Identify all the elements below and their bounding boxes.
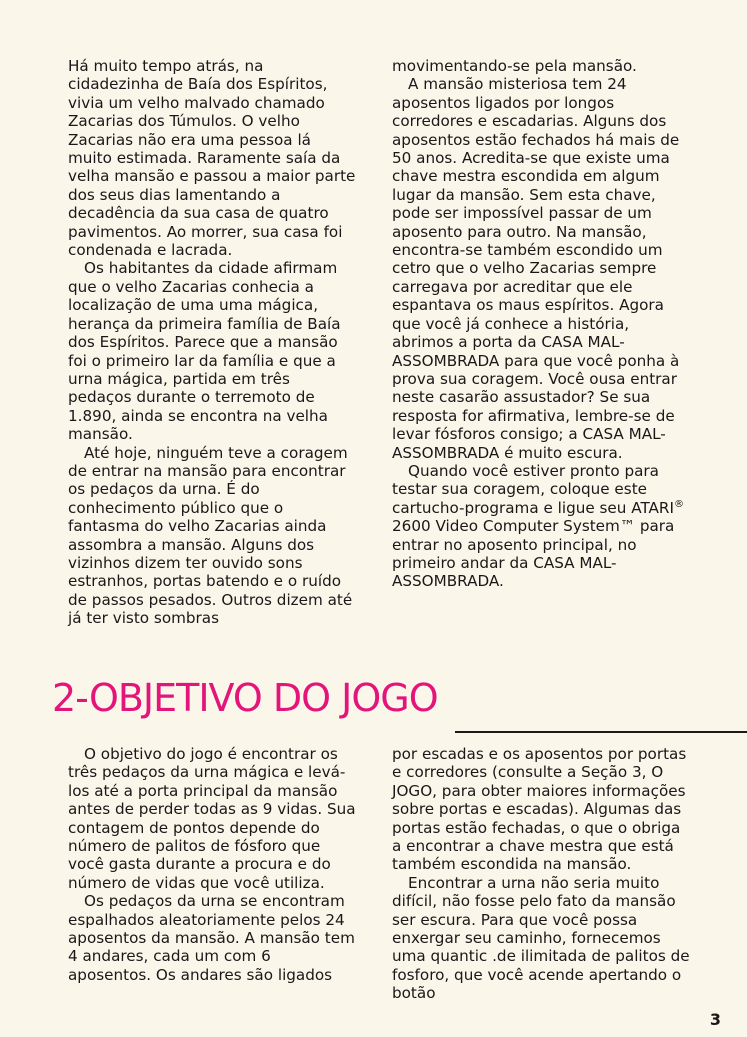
objective-paragraph-2-continued: por escadas e os aposentos por portas e corredores (consulte a Seção 3, O JOGO, para obter maiores informações sobre portas e escadas). Algumas das portas estão fechadas, o que o obriga a encontrar a chave mestra que está também escondida na mansão. xyxy=(392,745,687,874)
intro-paragraph-4: A mansão misteriosa tem 24 aposentos ligados por longos corredores e escadarias. Alguns dos aposentos estão fechados há mais de 50 anos. Acredita-se que existe uma chave mestra escondida em algum lugar da mansão. Sem esta chave, pode ser impossível passar de um aposento para outro. Na mansão, encontra-se também escondido um cetro que o velho Zacarias sempre carregava por acreditar que ele espantava os maus espíritos. Agora que você já conhece a história, abrimos a porta da CASA MAL-ASSOMBRADA para que você ponha à prova sua coragem. Você ousa entrar neste casarão assustador? Se sua resposta for afirmativa, lembre-se de levar fósforos consigo; a CASA MAL-ASSOMBRADA é muito escura. xyxy=(392,75,680,462)
section-divider xyxy=(455,731,747,733)
intro-paragraph-2: Os habitantes da cidade afirmam que o velho Zacarias conhecia a localização de uma uma mágica, herança da primeira família de Baía dos Espíritos. Parece que a mansão foi o primeiro lar da família e que a urna mágica, partida em três pedaços durante o terremoto de 1.890, ainda se encontra na velha mansão. xyxy=(68,259,341,444)
intro-paragraph-1: Há muito tempo atrás, na cidadezinha de Baía dos Espíritos, vivia um velho malvado chamado Zacarias dos Túmulos. O velho Zacarias não era uma pessoa lá muito estimada. Raramente saía da velha mansão e passou a maior parte dos seus dias lamentando a decadência da sua casa de quatro pavimentos. Ao morrer, sua casa foi condenada e lacrada. xyxy=(68,57,356,260)
intro-paragraph-3: Até hoje, ninguém teve a coragem de entrar na mansão para encontrar os pedaços da urna. É do conhecimento público que o fantasma do velho Zacarias ainda assombra a mansão. Alguns dos vizinhos dizem ter ouvido sons estranhos, portas batendo e o ruído de passos pesados. Outros dizem até já ter visto sombras xyxy=(68,443,353,628)
top-right-column xyxy=(392,57,692,591)
intro-paragraph-3-continued: movimentando-se pela mansão. xyxy=(392,57,637,75)
registered-mark: ® xyxy=(673,498,684,510)
objective-paragraph-2: Os pedaços da urna se encontram espalhados aleatoriamente pelos 24 aposentos da mansão. A mansão tem 4 andares, cada um com 6 aposentos. Os andares são ligados xyxy=(68,892,355,984)
bottom-left-column xyxy=(68,745,358,984)
top-left-column xyxy=(68,57,358,628)
objective-paragraph-1: O objetivo do jogo é encontrar os três pedaços da urna mágica e levá-los até a porta principal da mansão antes de perder todas as 9 vidas. Sua contagem de pontos depende do número de palitos de fósforo que você gasta durante a procura e do número de vidas que você utiliza. xyxy=(68,745,356,892)
bottom-right-column xyxy=(392,745,692,1003)
page-number: 3 xyxy=(709,1010,721,1029)
intro-paragraph-5: Quando você estiver pronto para testar sua coragem, coloque este cartucho-programa e ligue seu ATARI® 2600 Video Computer System™ para entrar no aposento principal, no primeiro andar da CASA MAL-ASSOMBRADA. xyxy=(392,461,684,591)
section-heading: 2-OBJETIVO DO JOGO xyxy=(52,676,438,720)
objective-paragraph-3: Encontrar a urna não seria muito difícil, não fosse pelo fato da mansão ser escura. Para que você possa enxergar seu caminho, fornecemos uma quantic .de ilimitada de palitos de fosforo, que você acende apertando o botão xyxy=(392,873,690,1003)
